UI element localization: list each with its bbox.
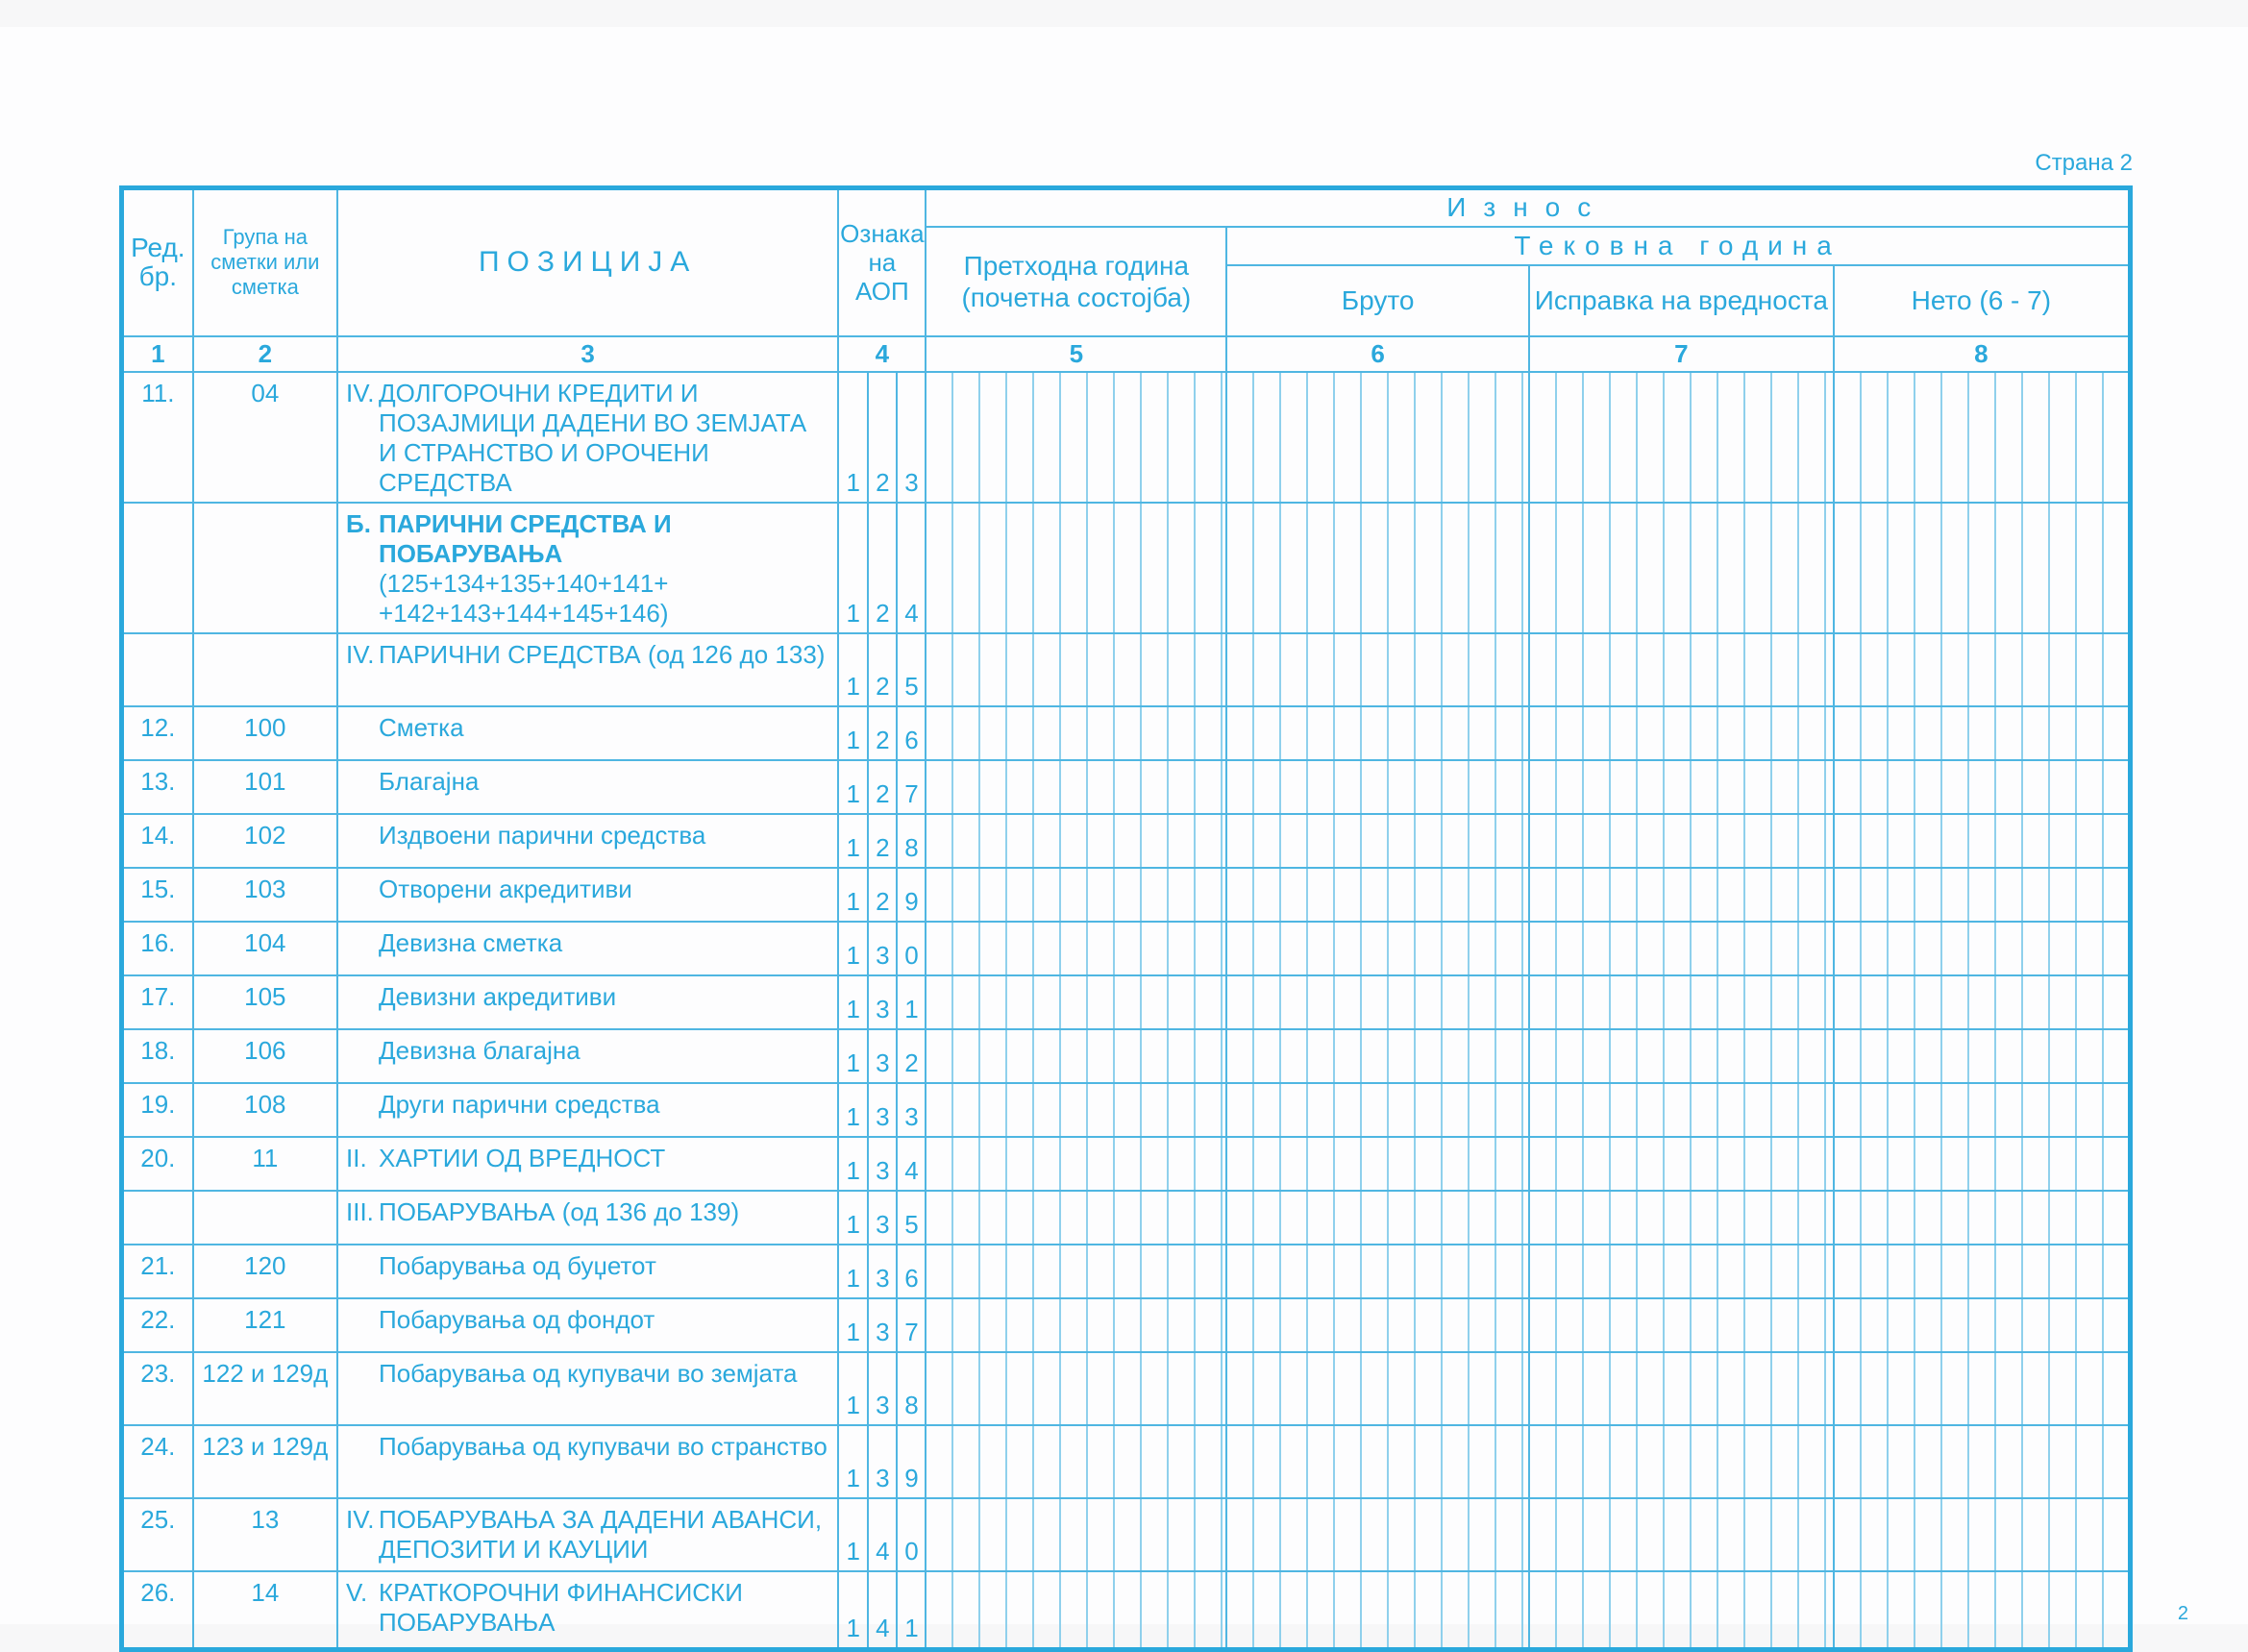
amount-gross[interactable]: [1226, 1571, 1529, 1650]
col-number: 2: [193, 336, 337, 372]
row-number: 13.: [122, 760, 193, 814]
aop-digit: 4: [868, 1571, 897, 1650]
account-group: [193, 503, 337, 633]
header-prethodna-godina: Претходна година (почетна состојба): [926, 227, 1226, 336]
position-label: [337, 372, 838, 503]
account-group: 120: [193, 1245, 337, 1298]
row-number: 18.: [122, 1029, 193, 1083]
amount-correction[interactable]: [1529, 868, 1834, 922]
amount-net[interactable]: [1834, 706, 2131, 760]
col-number: 8: [1834, 336, 2131, 372]
amount-previous-year[interactable]: [926, 1191, 1226, 1245]
amount-net[interactable]: [1834, 1298, 2131, 1352]
page-number: 2: [2177, 1603, 2188, 1624]
position-text: Побарувања од купувачи во странство: [379, 1431, 828, 1461]
aop-digit: 3: [868, 975, 897, 1029]
amount-previous-year[interactable]: [926, 975, 1226, 1029]
header-tekovna-godina: Тековна година: [1226, 227, 2130, 265]
row-number: 24.: [122, 1425, 193, 1498]
aop-digit: 3: [868, 1425, 897, 1498]
row-number: [122, 503, 193, 633]
amount-correction[interactable]: [1529, 633, 1834, 706]
position-label: [337, 1571, 838, 1650]
position-text: ПАРИЧНИ СРЕДСТВА И ПОБАРУВАЊА: [379, 508, 672, 568]
account-group: 101: [193, 760, 337, 814]
position-label: [337, 922, 838, 975]
amount-correction[interactable]: [1529, 760, 1834, 814]
aop-digit: 7: [897, 760, 926, 814]
position-label: [337, 868, 838, 922]
aop-digit: 1: [838, 503, 868, 633]
aop-digit: 3: [897, 1083, 926, 1137]
table-row: [122, 706, 2131, 760]
page-label: Страна 2: [2035, 150, 2133, 176]
aop-digit: 9: [897, 868, 926, 922]
account-group: 102: [193, 814, 337, 868]
amount-correction[interactable]: [1529, 1191, 1834, 1245]
amount-correction[interactable]: [1529, 1298, 1834, 1352]
row-number: 19.: [122, 1083, 193, 1137]
table-row: [122, 1083, 2131, 1137]
row-number: 23.: [122, 1352, 193, 1425]
position-label: [337, 503, 838, 633]
position-roman-numeral: Б.: [346, 508, 371, 538]
row-number: 17.: [122, 975, 193, 1029]
row-number: 15.: [122, 868, 193, 922]
amount-previous-year[interactable]: [926, 1498, 1226, 1571]
header-red-br: Ред. бр.: [122, 188, 193, 336]
amount-correction[interactable]: [1529, 372, 1834, 503]
position-roman-numeral: III.: [346, 1196, 374, 1226]
position-text: КРАТКОРОЧНИ ФИНАНСИСКИ ПОБАРУВАЊА: [379, 1577, 743, 1637]
aop-digit: 2: [868, 814, 897, 868]
amount-correction[interactable]: [1529, 1498, 1834, 1571]
aop-digit: 1: [838, 922, 868, 975]
position-text: Издвоени парични средства: [379, 820, 706, 850]
amount-previous-year[interactable]: [926, 1137, 1226, 1191]
aop-digit: 7: [897, 1298, 926, 1352]
aop-digit: 1: [838, 1298, 868, 1352]
table-row: [122, 1245, 2131, 1298]
aop-digit: 4: [868, 1498, 897, 1571]
aop-digit: 5: [897, 1191, 926, 1245]
position-roman-numeral: IV.: [346, 639, 375, 669]
amount-previous-year[interactable]: [926, 1425, 1226, 1498]
amount-net[interactable]: [1834, 1029, 2131, 1083]
amount-correction[interactable]: [1529, 1571, 1834, 1650]
account-group: [193, 633, 337, 706]
aop-digit: 1: [838, 1029, 868, 1083]
amount-correction[interactable]: [1529, 922, 1834, 975]
aop-digit: 3: [868, 1083, 897, 1137]
position-text: ХАРТИИ ОД ВРЕДНОСТ: [379, 1143, 666, 1172]
table-row: [122, 1498, 2131, 1571]
position-label: [337, 1425, 838, 1498]
amount-gross[interactable]: [1226, 814, 1529, 868]
row-number: 14.: [122, 814, 193, 868]
aop-digit: 3: [868, 1137, 897, 1191]
row-number: [122, 633, 193, 706]
position-label: [337, 1298, 838, 1352]
amount-gross[interactable]: [1226, 868, 1529, 922]
amount-correction[interactable]: [1529, 706, 1834, 760]
position-label: [337, 1083, 838, 1137]
amount-net[interactable]: [1834, 1245, 2131, 1298]
amount-gross[interactable]: [1226, 1029, 1529, 1083]
header-bruto: Бруто: [1226, 265, 1529, 336]
amount-previous-year[interactable]: [926, 868, 1226, 922]
aop-digit: 1: [838, 1425, 868, 1498]
amount-net[interactable]: [1834, 1137, 2131, 1191]
aop-digit: 6: [897, 706, 926, 760]
amount-gross[interactable]: [1226, 1425, 1529, 1498]
aop-digit: 1: [838, 1498, 868, 1571]
amount-previous-year[interactable]: [926, 1571, 1226, 1650]
table-row: [122, 760, 2131, 814]
position-roman-numeral: IV.: [346, 378, 375, 407]
position-text: ДОЛГОРОЧНИ КРЕДИТИ И ПОЗАЈМИЦИ ДАДЕНИ ВО ЗЕМЈАТА И СТРАНСТВО И ОРОЧЕНИ СРЕДСТВА: [379, 378, 807, 497]
amount-gross[interactable]: [1226, 706, 1529, 760]
aop-digit: 1: [838, 1352, 868, 1425]
account-group: 14: [193, 1571, 337, 1650]
position-text: Побарувања од буџетот: [379, 1250, 656, 1280]
position-label: [337, 1191, 838, 1245]
aop-digit: 9: [897, 1425, 926, 1498]
position-label: [337, 633, 838, 706]
account-group: 13: [193, 1498, 337, 1571]
amount-net[interactable]: [1834, 922, 2131, 975]
aop-digit: 2: [897, 1029, 926, 1083]
aop-digit: 5: [897, 633, 926, 706]
amount-net[interactable]: [1834, 1571, 2131, 1650]
aop-digit: 1: [838, 1137, 868, 1191]
aop-digit: 1: [838, 706, 868, 760]
aop-digit: 1: [838, 1083, 868, 1137]
position-label: [337, 1029, 838, 1083]
row-number: 11.: [122, 372, 193, 503]
position-roman-numeral: II.: [346, 1143, 367, 1172]
aop-digit: 4: [897, 1137, 926, 1191]
amount-previous-year[interactable]: [926, 922, 1226, 975]
amount-correction[interactable]: [1529, 503, 1834, 633]
aop-digit: 1: [838, 1191, 868, 1245]
table-row: [122, 868, 2131, 922]
amount-previous-year[interactable]: [926, 1245, 1226, 1298]
account-group: 106: [193, 1029, 337, 1083]
amount-net[interactable]: [1834, 760, 2131, 814]
table-row: [122, 1425, 2131, 1498]
position-text: Сметка: [379, 712, 464, 742]
col-number: 1: [122, 336, 193, 372]
row-number: 25.: [122, 1498, 193, 1571]
table-row: [122, 1137, 2131, 1191]
position-text: Други парични средства: [379, 1089, 660, 1119]
col-number: 3: [337, 336, 838, 372]
amount-correction[interactable]: [1529, 1137, 1834, 1191]
account-group: 121: [193, 1298, 337, 1352]
table-row: [122, 975, 2131, 1029]
header-iznos: Износ: [926, 188, 2130, 227]
aop-digit: 1: [838, 975, 868, 1029]
row-number: 22.: [122, 1298, 193, 1352]
table-row: [122, 372, 2131, 503]
account-group: 100: [193, 706, 337, 760]
amount-previous-year[interactable]: [926, 372, 1226, 503]
position-text: Побарувања од купувачи во земјата: [379, 1358, 798, 1388]
amount-gross[interactable]: [1226, 633, 1529, 706]
aop-digit: 2: [868, 760, 897, 814]
position-label: [337, 1245, 838, 1298]
aop-digit: 4: [897, 503, 926, 633]
aop-digit: 1: [838, 868, 868, 922]
aop-digit: 1: [838, 760, 868, 814]
col-number: 5: [926, 336, 1226, 372]
account-group: 104: [193, 922, 337, 975]
position-text: Девизна благајна: [379, 1035, 581, 1065]
aop-digit: 1: [838, 372, 868, 503]
table-row: [122, 503, 2131, 633]
header-neto: Нето (6 - 7): [1834, 265, 2131, 336]
amount-gross[interactable]: [1226, 503, 1529, 633]
table-row: [122, 1571, 2131, 1650]
amount-gross[interactable]: [1226, 1137, 1529, 1191]
position-roman-numeral: IV.: [346, 1504, 375, 1534]
amount-net[interactable]: [1834, 1352, 2131, 1425]
aop-digit: 8: [897, 1352, 926, 1425]
amount-gross[interactable]: [1226, 1498, 1529, 1571]
aop-digit: 2: [868, 868, 897, 922]
aop-digit: 1: [838, 633, 868, 706]
amount-gross[interactable]: [1226, 975, 1529, 1029]
aop-digit: 2: [868, 706, 897, 760]
aop-digit: 1: [897, 1571, 926, 1650]
position-text: ПОБАРУВАЊА (од 136 до 139): [379, 1196, 740, 1226]
amount-net[interactable]: [1834, 1083, 2131, 1137]
position-text: Девизни акредитиви: [379, 981, 617, 1011]
amount-correction[interactable]: [1529, 975, 1834, 1029]
amount-correction[interactable]: [1529, 1425, 1834, 1498]
col-number: 6: [1226, 336, 1529, 372]
col-number: 4: [838, 336, 926, 372]
amount-net[interactable]: [1834, 1191, 2131, 1245]
aop-digit: 1: [838, 814, 868, 868]
table-row: [122, 1029, 2131, 1083]
amount-previous-year[interactable]: [926, 760, 1226, 814]
position-text: Отворени акредитиви: [379, 874, 632, 903]
amount-correction[interactable]: [1529, 1245, 1834, 1298]
account-group: 11: [193, 1137, 337, 1191]
position-text: ПАРИЧНИ СРЕДСТВА (од 126 до 133): [379, 639, 826, 669]
position-roman-numeral: V.: [346, 1577, 368, 1607]
position-formula: (125+134+135+140+141+ +142+143+144+145+146): [379, 568, 669, 628]
account-group: 108: [193, 1083, 337, 1137]
amount-net[interactable]: [1834, 372, 2131, 503]
amount-net[interactable]: [1834, 1498, 2131, 1571]
amount-previous-year[interactable]: [926, 1083, 1226, 1137]
account-group: 123 и 129д: [193, 1425, 337, 1498]
aop-digit: 3: [868, 1298, 897, 1352]
account-group: 04: [193, 372, 337, 503]
amount-gross[interactable]: [1226, 1083, 1529, 1137]
amount-gross[interactable]: [1226, 922, 1529, 975]
position-label: [337, 814, 838, 868]
header-grupa: Група на сметки или сметка: [193, 188, 337, 336]
aop-digit: 3: [868, 1191, 897, 1245]
position-label: [337, 975, 838, 1029]
aop-digit: 3: [868, 922, 897, 975]
aop-digit: 2: [868, 372, 897, 503]
account-group: [193, 1191, 337, 1245]
position-label: [337, 706, 838, 760]
position-text: Благајна: [379, 766, 480, 796]
amount-gross[interactable]: [1226, 1298, 1529, 1352]
row-number: 12.: [122, 706, 193, 760]
position-label: [337, 1498, 838, 1571]
amount-gross[interactable]: [1226, 372, 1529, 503]
position-label: [337, 1352, 838, 1425]
position-label: [337, 760, 838, 814]
col-number: 7: [1529, 336, 1834, 372]
amount-gross[interactable]: [1226, 760, 1529, 814]
aop-digit: 3: [868, 1029, 897, 1083]
aop-digit: 2: [868, 633, 897, 706]
aop-digit: 0: [897, 922, 926, 975]
amount-gross[interactable]: [1226, 1245, 1529, 1298]
aop-digit: 8: [897, 814, 926, 868]
amount-correction[interactable]: [1529, 1083, 1834, 1137]
header-oznaka-aop: Ознака на АОП: [838, 188, 926, 336]
amount-net[interactable]: [1834, 1425, 2131, 1498]
amount-previous-year[interactable]: [926, 503, 1226, 633]
table-row: [122, 1352, 2131, 1425]
aop-digit: 3: [868, 1245, 897, 1298]
aop-digit: 2: [868, 503, 897, 633]
amount-net[interactable]: [1834, 503, 2131, 633]
position-text: ПОБАРУВАЊА ЗА ДАДЕНИ АВАНСИ, ДЕПОЗИТИ И КАУЦИИ: [379, 1504, 823, 1564]
account-group: 122 и 129д: [193, 1352, 337, 1425]
table-row: [122, 1298, 2131, 1352]
row-number: 16.: [122, 922, 193, 975]
table-row: [122, 814, 2131, 868]
amount-previous-year[interactable]: [926, 814, 1226, 868]
amount-correction[interactable]: [1529, 1352, 1834, 1425]
aop-digit: 1: [838, 1571, 868, 1650]
header-pozicija: ПОЗИЦИЈА: [337, 188, 838, 336]
amount-previous-year[interactable]: [926, 1029, 1226, 1083]
row-number: [122, 1191, 193, 1245]
amount-net[interactable]: [1834, 633, 2131, 706]
aop-digit: 0: [897, 1498, 926, 1571]
balance-sheet-table: [119, 185, 2133, 1652]
table-row: [122, 633, 2131, 706]
amount-correction[interactable]: [1529, 814, 1834, 868]
amount-net[interactable]: [1834, 814, 2131, 868]
aop-digit: 6: [897, 1245, 926, 1298]
account-group: 103: [193, 868, 337, 922]
row-number: 21.: [122, 1245, 193, 1298]
amount-net[interactable]: [1834, 868, 2131, 922]
aop-digit: 1: [897, 975, 926, 1029]
account-group: 105: [193, 975, 337, 1029]
amount-previous-year[interactable]: [926, 1352, 1226, 1425]
amount-previous-year[interactable]: [926, 633, 1226, 706]
header-ispravka: Исправка на вредноста: [1529, 265, 1834, 336]
row-number: 26.: [122, 1571, 193, 1650]
aop-digit: 1: [838, 1245, 868, 1298]
row-number: 20.: [122, 1137, 193, 1191]
amount-net[interactable]: [1834, 975, 2131, 1029]
table-row: [122, 922, 2131, 975]
amount-correction[interactable]: [1529, 1029, 1834, 1083]
position-text: Побарувања од фондот: [379, 1304, 655, 1334]
position-label: [337, 1137, 838, 1191]
aop-digit: 3: [897, 372, 926, 503]
amount-previous-year[interactable]: [926, 706, 1226, 760]
aop-digit: 3: [868, 1352, 897, 1425]
amount-previous-year[interactable]: [926, 1298, 1226, 1352]
position-text: Девизна сметка: [379, 927, 563, 957]
amount-gross[interactable]: [1226, 1352, 1529, 1425]
table-row: [122, 1191, 2131, 1245]
amount-gross[interactable]: [1226, 1191, 1529, 1245]
